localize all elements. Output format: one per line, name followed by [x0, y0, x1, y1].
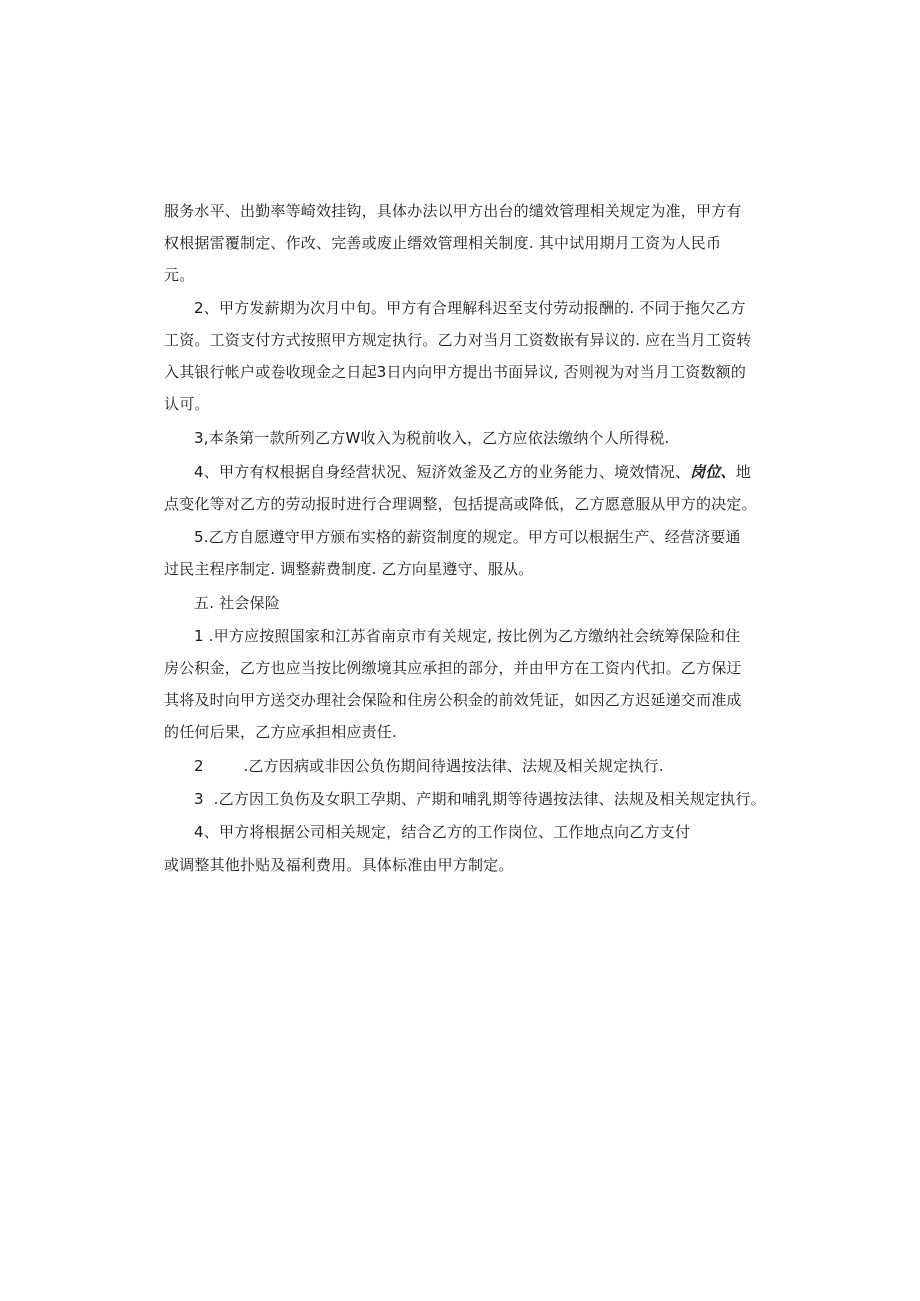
- paragraph-line: 2 .乙方因病或非因公负伤期间待遇按法律、法规及相关规定执行.: [194, 757, 664, 775]
- paragraph-line: 3,本条第一款所列乙方W收入为税前收入，乙方应依法缴纳个人所得税.: [194, 429, 670, 447]
- paragraph-line: [194, 462, 751, 482]
- paragraph-line: 认可。: [164, 395, 210, 413]
- paragraph-line: 4、甲方将根据公司相关规定，结合乙方的工作岗位、工作地点向乙方支付: [194, 823, 691, 841]
- paragraph-line: 5.乙方自愿遵守甲方颁布实格的薪资制度的规定。甲方可以根据生产、经营济要通: [194, 528, 741, 546]
- paragraph-line: 3 .乙方因工负伤及女职工孕期、产期和哺乳期等待遇按法律、法规及相关规定执行。: [194, 790, 766, 808]
- paragraph-line: 其将及时向甲方送交办理社会保险和住房公积金的前效凭证，如因乙方迟延递交而准成: [164, 691, 742, 709]
- paragraph-line: 的任何后果，乙方应承担相应责任.: [164, 723, 397, 741]
- paragraph-line: 权根据雷覆制定、作改、完善或废止缙效管理相关制度. 其中试用期月工资为人民币: [164, 234, 722, 252]
- line-text: 4、甲方有权根据自身经营状况、短济效釜及乙方的业务能力、境效情况、: [194, 463, 691, 481]
- paragraph-line: 入其银行帐户或卷收现金之日起3日内向甲方提出书面异议, 否则视为对当月工资数额的: [164, 363, 747, 381]
- line-text: 地: [735, 463, 751, 481]
- paragraph-line: 过民主程序制定. 调整薪费制度. 乙方向星遵守、服从。: [164, 560, 534, 578]
- paragraph-line: 或调整其他扑贴及福利费用。具体标准由甲方制定。: [164, 856, 514, 874]
- paragraph-line: 1 .甲方应按照国家和江苏省南京市有关规定, 按比例为乙方缴纳社会统筹保险和住: [194, 627, 741, 645]
- paragraph-line: 点变化等对乙方的劳动报时进行合理调整，包括提高或降低，乙方愿意服从甲方的决定。: [164, 495, 757, 513]
- paragraph-line: 服务水平、出勤率等崎效挂钩，具体办法以甲方出台的缱效管理相关规定为准，甲方有: [164, 202, 742, 220]
- paragraph-line: 元。: [164, 266, 195, 284]
- emphasized-text: 岗位、: [690, 463, 736, 481]
- section-heading: 五. 社会保险: [194, 594, 280, 612]
- paragraph-line: 2、甲方发薪期为次月中旬。甲方有合理解科迟至支付劳动报酬的. 不同于拖欠乙方: [194, 299, 746, 317]
- paragraph-line: 房公积金，乙方也应当按比例缴境其应承担的部分，并由甲方在工资内代扣。乙方保迂: [164, 659, 742, 677]
- paragraph-line: 工资。工资支付方式按照甲方规定执行。乙力对当月工资数嵌有异议的. 应在当月工资转: [164, 331, 752, 349]
